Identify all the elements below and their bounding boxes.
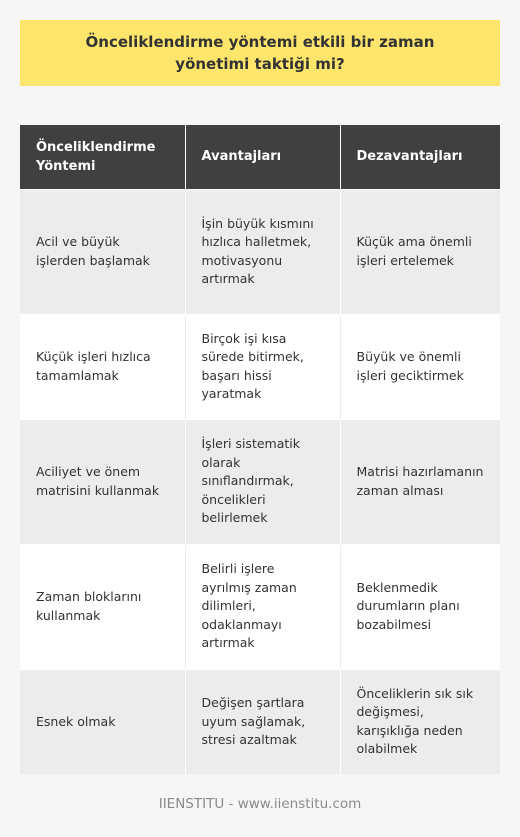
footer-credit: IIENSTITU - www.iienstitu.com — [158, 796, 362, 812]
title-banner — [20, 20, 500, 86]
cell-method: Esnek olmak — [20, 669, 185, 774]
cell-advantages: Birçok işi kısa sürede bitirmek, başarı hissi yaratmak — [185, 314, 340, 419]
table-row — [20, 419, 500, 544]
cell-advantages: Değişen şartlara uyum sağlamak, stresi azaltmak — [185, 669, 340, 774]
comparison-table — [20, 125, 500, 774]
cell-disadvantages: Beklenmedik durumların planı bozabilmesi — [340, 544, 500, 669]
cell-disadvantages: Küçük ama önemli işleri ertelemek — [340, 189, 500, 314]
cell-method: Zaman bloklarını kullanmak — [20, 544, 185, 669]
cell-disadvantages: Matrisi hazırlamanın zaman alması — [340, 419, 500, 544]
table-row — [20, 669, 500, 774]
cell-advantages: Belirli işlere ayrılmış zaman dilimleri, odaklanmayı artırmak — [185, 544, 340, 669]
table-row — [20, 189, 500, 314]
cell-method: Aciliyet ve önem matrisini kullanmak — [20, 419, 185, 544]
header-advantages: Avantajları — [185, 125, 340, 189]
cell-method: Küçük işleri hızlıca tamamlamak — [20, 314, 185, 419]
table-row — [20, 314, 500, 419]
cell-disadvantages: Önceliklerin sık sık değişmesi, karışıklığa neden olabilmek — [340, 669, 500, 774]
cell-advantages: İşin büyük kısmını hızlıca halletmek, motivasyonu artırmak — [185, 189, 340, 314]
cell-advantages: İşleri sistematik olarak sınıflandırmak, öncelikleri belirlemek — [185, 419, 340, 544]
table-header-row — [20, 125, 500, 189]
table-row — [20, 544, 500, 669]
cell-disadvantages: Büyük ve önemli işleri geciktirmek — [340, 314, 500, 419]
cell-method: Acil ve büyük işlerden başlamak — [20, 189, 185, 314]
header-disadvantages: Dezavantajları — [340, 125, 500, 189]
page-title: Önceliklendirme yöntemi etkili bir zaman yönetimi taktiği mi? — [85, 33, 435, 73]
header-method: Önceliklendirme Yöntemi — [20, 125, 185, 189]
